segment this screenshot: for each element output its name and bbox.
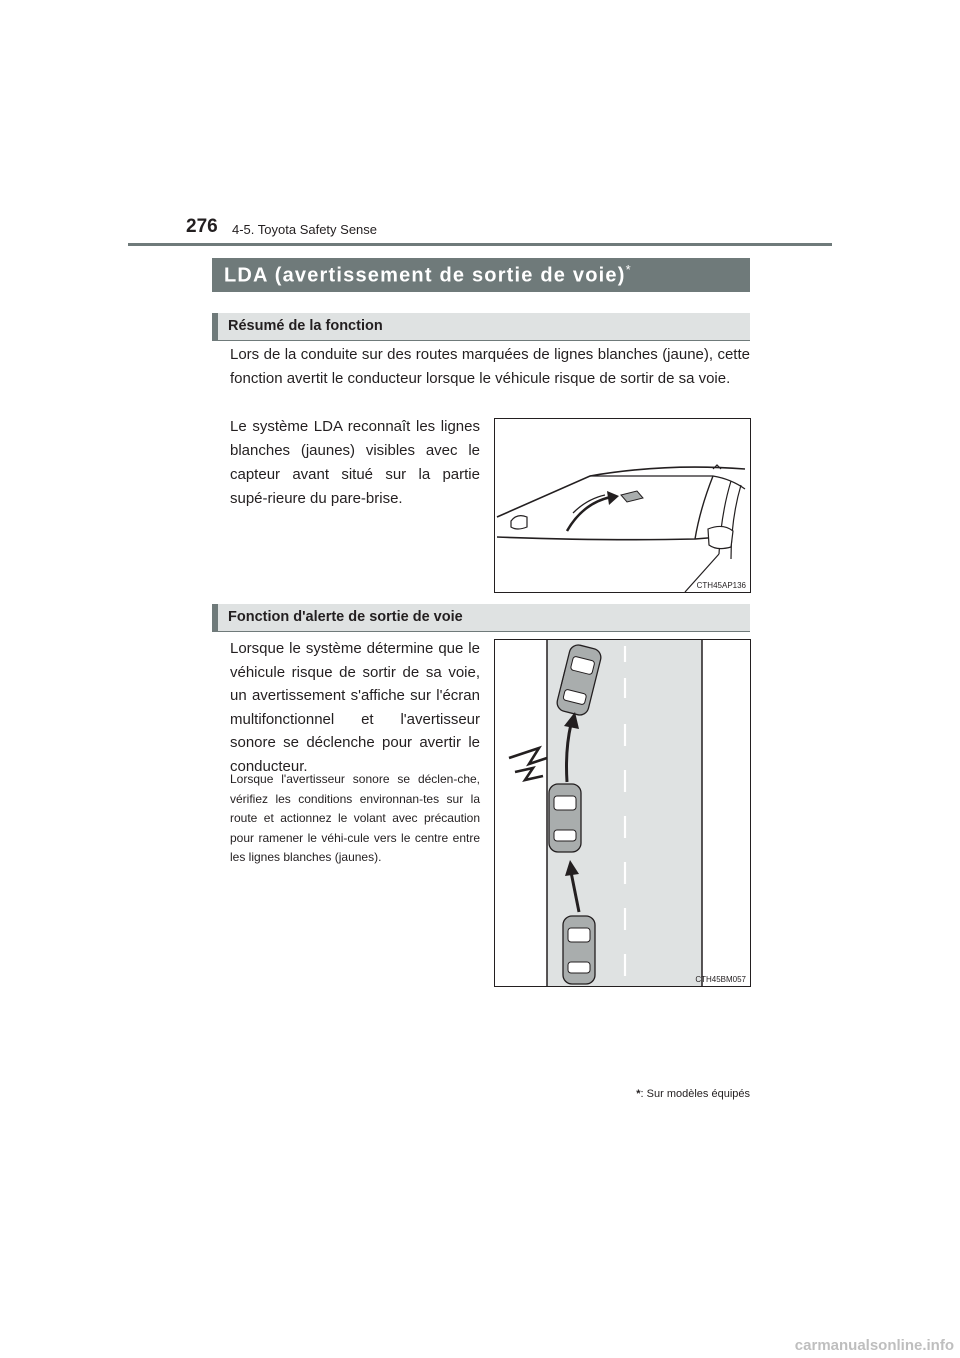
section-heading-text: Fonction d'alerte de sortie de voie [228,609,463,625]
page-title-bar [212,258,750,292]
figure-code: CTH45AP136 [696,581,746,590]
lane-departure-illustration [495,640,750,986]
windshield-illustration [495,419,750,592]
footnote-marker: * [636,1088,641,1100]
caution-note: Lorsque l'avertisseur sonore se déclen-che, vérifiez les conditions environnan-tes sur la route et actionnez le volant avec précaution pour ramener le véhi-cule vers le centre entre les lignes blanches (jaunes). [230,772,480,864]
title-footnote-marker: * [625,262,632,277]
footnote-text: : Sur modèles équipés [640,1088,750,1100]
section-reference: 4-5. Toyota Safety Sense [232,222,378,237]
alert-paragraph: Lorsque le système détermine que le véhicule risque de sortir de sa voie, un avertissement s'affiche sur l'écran multifonctionnel et l'avertisseur sonore se déclenche pour avertir le conducteur. [230,640,480,775]
lane-departure-figure [494,639,751,987]
footnote [636,1088,750,1100]
header-divider [128,243,832,246]
section-heading-text: Résumé de la fonction [228,318,383,334]
car-middle-icon [549,784,581,852]
sensor-paragraph: Le système LDA reconnaît les lignes blanches (jaunes) visibles avec le capteur avant situé sur la partie supé-rieure du pare-brise. [230,418,480,507]
page-number: 276 [186,216,218,237]
windshield-sensor-figure [494,418,751,593]
section-heading-summary [212,313,750,341]
page-title: LDA (avertissement de sortie de voie) [224,264,626,287]
intro-paragraph: Lors de la conduite sur des routes marquées de lignes blanches (jaune), cette fonction avertit le conducteur lorsque le véhicule risque de sortir de sa voie. [230,346,750,387]
section-heading-lane-departure-alert [212,604,750,632]
watermark: carmanualsonline.info [794,1337,954,1354]
car-bottom-icon [563,916,595,984]
warning-zigzag-icon [509,748,547,764]
figure-code: CTH45BM057 [695,975,746,984]
